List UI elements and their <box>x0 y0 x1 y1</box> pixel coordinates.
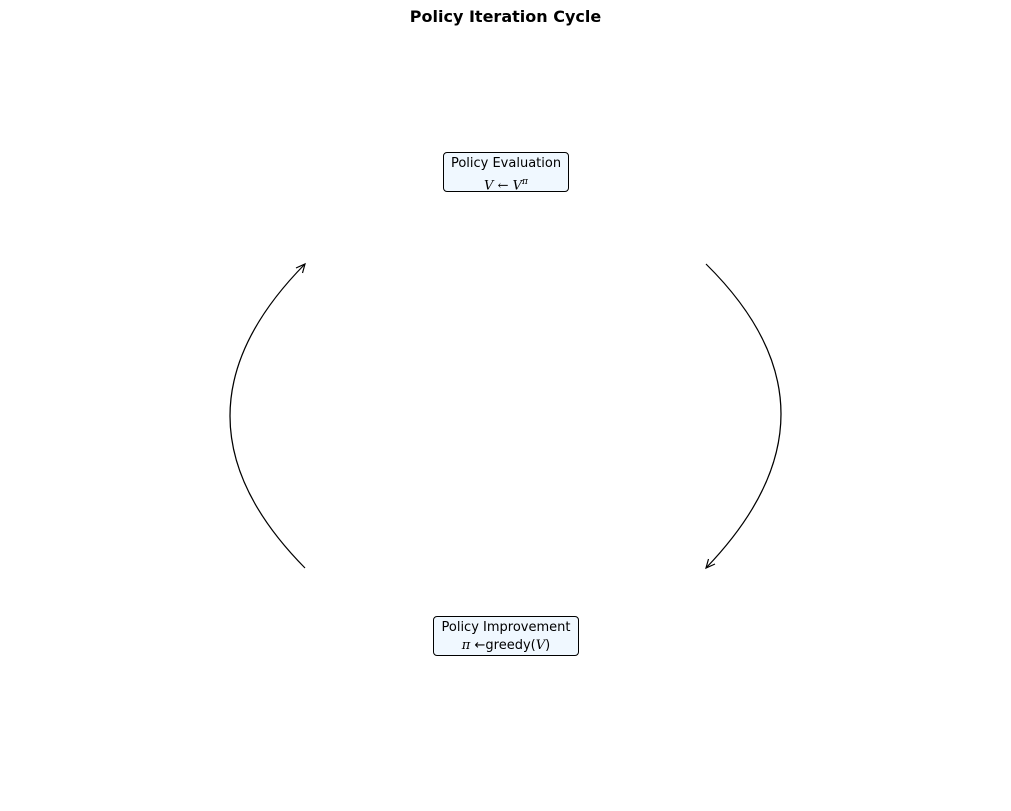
improvement-formula-close: ) <box>545 638 551 653</box>
improvement-formula-arrow: ← <box>474 638 486 653</box>
evaluation-formula-arrow: ← <box>497 178 509 194</box>
policy-improvement-label: Policy Improvement <box>441 620 571 635</box>
improvement-formula-func: greedy( <box>485 638 536 653</box>
arrow-improvement-to-evaluation <box>230 264 305 568</box>
evaluation-formula-lhs: V <box>484 178 494 194</box>
diagram-title: Policy Iteration Cycle <box>409 7 602 26</box>
improvement-formula-arg: V <box>535 638 546 653</box>
arrow-evaluation-to-improvement <box>706 264 781 568</box>
improvement-formula-lhs: π <box>461 638 471 653</box>
policy-evaluation-label: Policy Evaluation <box>450 156 562 171</box>
evaluation-formula-superscript: π <box>522 177 528 187</box>
evaluation-formula-rhs: V <box>512 178 523 194</box>
